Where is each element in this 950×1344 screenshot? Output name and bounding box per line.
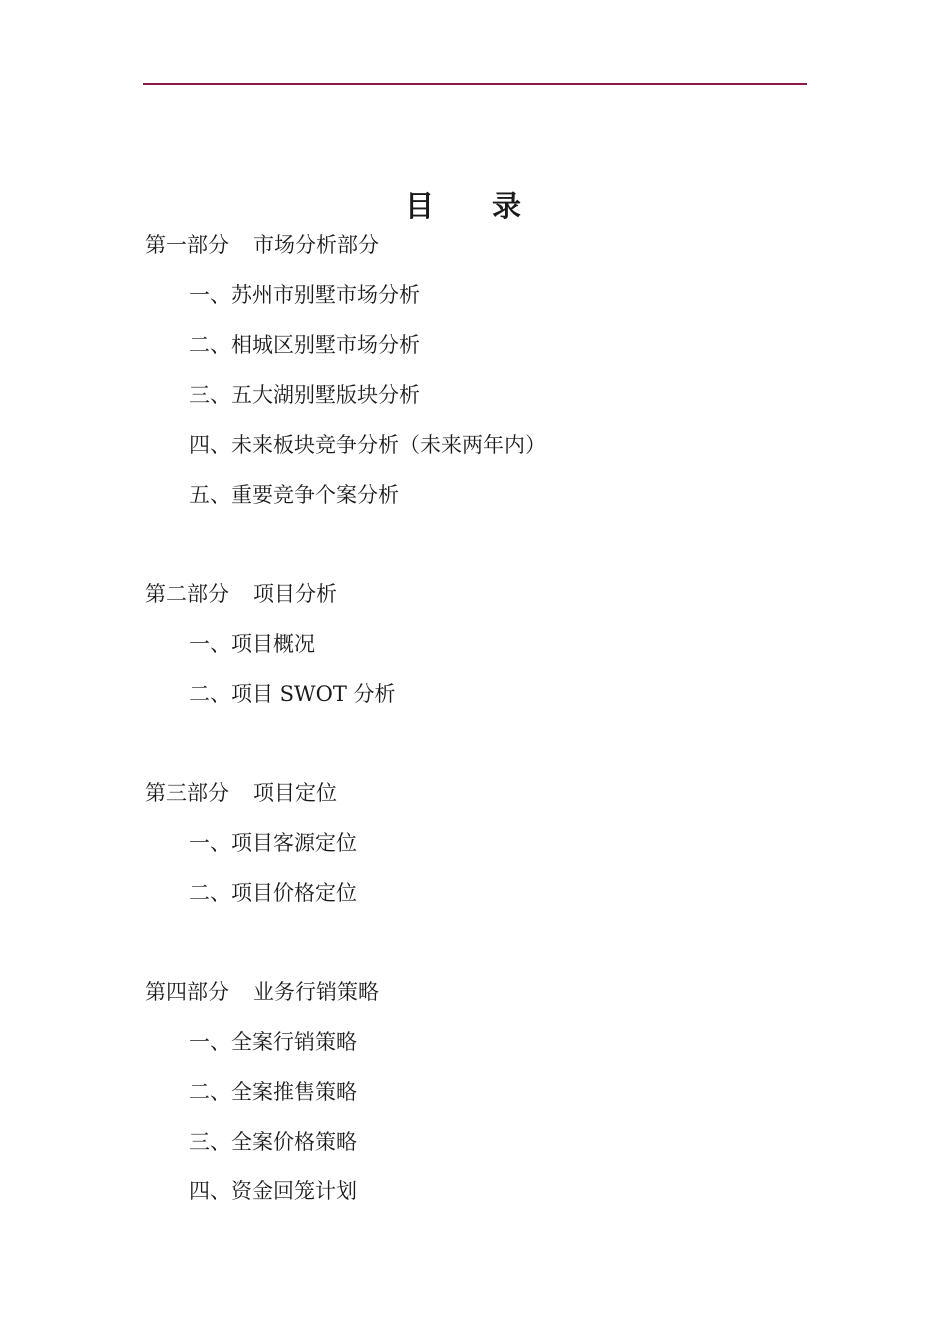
toc-item[interactable]: 五、重要竞争个案分析 bbox=[189, 483, 399, 507]
part-label: 第二部分 bbox=[145, 582, 229, 606]
toc-item[interactable]: 二、项目价格定位 bbox=[189, 881, 357, 905]
part-name: 市场分析部分 bbox=[253, 233, 379, 257]
part-name: 项目定位 bbox=[253, 781, 337, 805]
toc-item[interactable]: 一、全案行销策略 bbox=[189, 1030, 357, 1054]
toc-item[interactable]: 三、五大湖别墅版块分析 bbox=[189, 383, 420, 407]
toc-part-3[interactable] bbox=[145, 779, 337, 807]
toc-item[interactable]: 一、苏州市别墅市场分析 bbox=[189, 283, 420, 307]
toc-item[interactable]: 四、资金回笼计划 bbox=[189, 1179, 357, 1203]
toc-item[interactable]: 一、项目概况 bbox=[189, 632, 315, 656]
toc-part-2[interactable] bbox=[145, 580, 337, 608]
toc-item[interactable]: 二、相城区别墅市场分析 bbox=[189, 333, 420, 357]
toc-item[interactable]: 三、全案价格策略 bbox=[189, 1130, 357, 1154]
part-name: 项目分析 bbox=[253, 582, 337, 606]
toc-item[interactable]: 四、未来板块竞争分析（未来两年内） bbox=[189, 433, 546, 457]
toc-title: 目 录 bbox=[404, 189, 546, 223]
part-name: 业务行销策略 bbox=[253, 980, 379, 1004]
part-label: 第四部分 bbox=[145, 980, 229, 1004]
toc-item[interactable]: 二、项目 SWOT 分析 bbox=[189, 682, 396, 706]
toc-part-4[interactable] bbox=[145, 978, 379, 1006]
toc-item[interactable]: 二、全案推售策略 bbox=[189, 1080, 357, 1104]
part-label: 第三部分 bbox=[145, 781, 229, 805]
toc-item[interactable]: 一、项目客源定位 bbox=[189, 831, 357, 855]
header-rule bbox=[143, 83, 807, 85]
toc-part-1[interactable] bbox=[145, 231, 379, 259]
part-label: 第一部分 bbox=[145, 233, 229, 257]
